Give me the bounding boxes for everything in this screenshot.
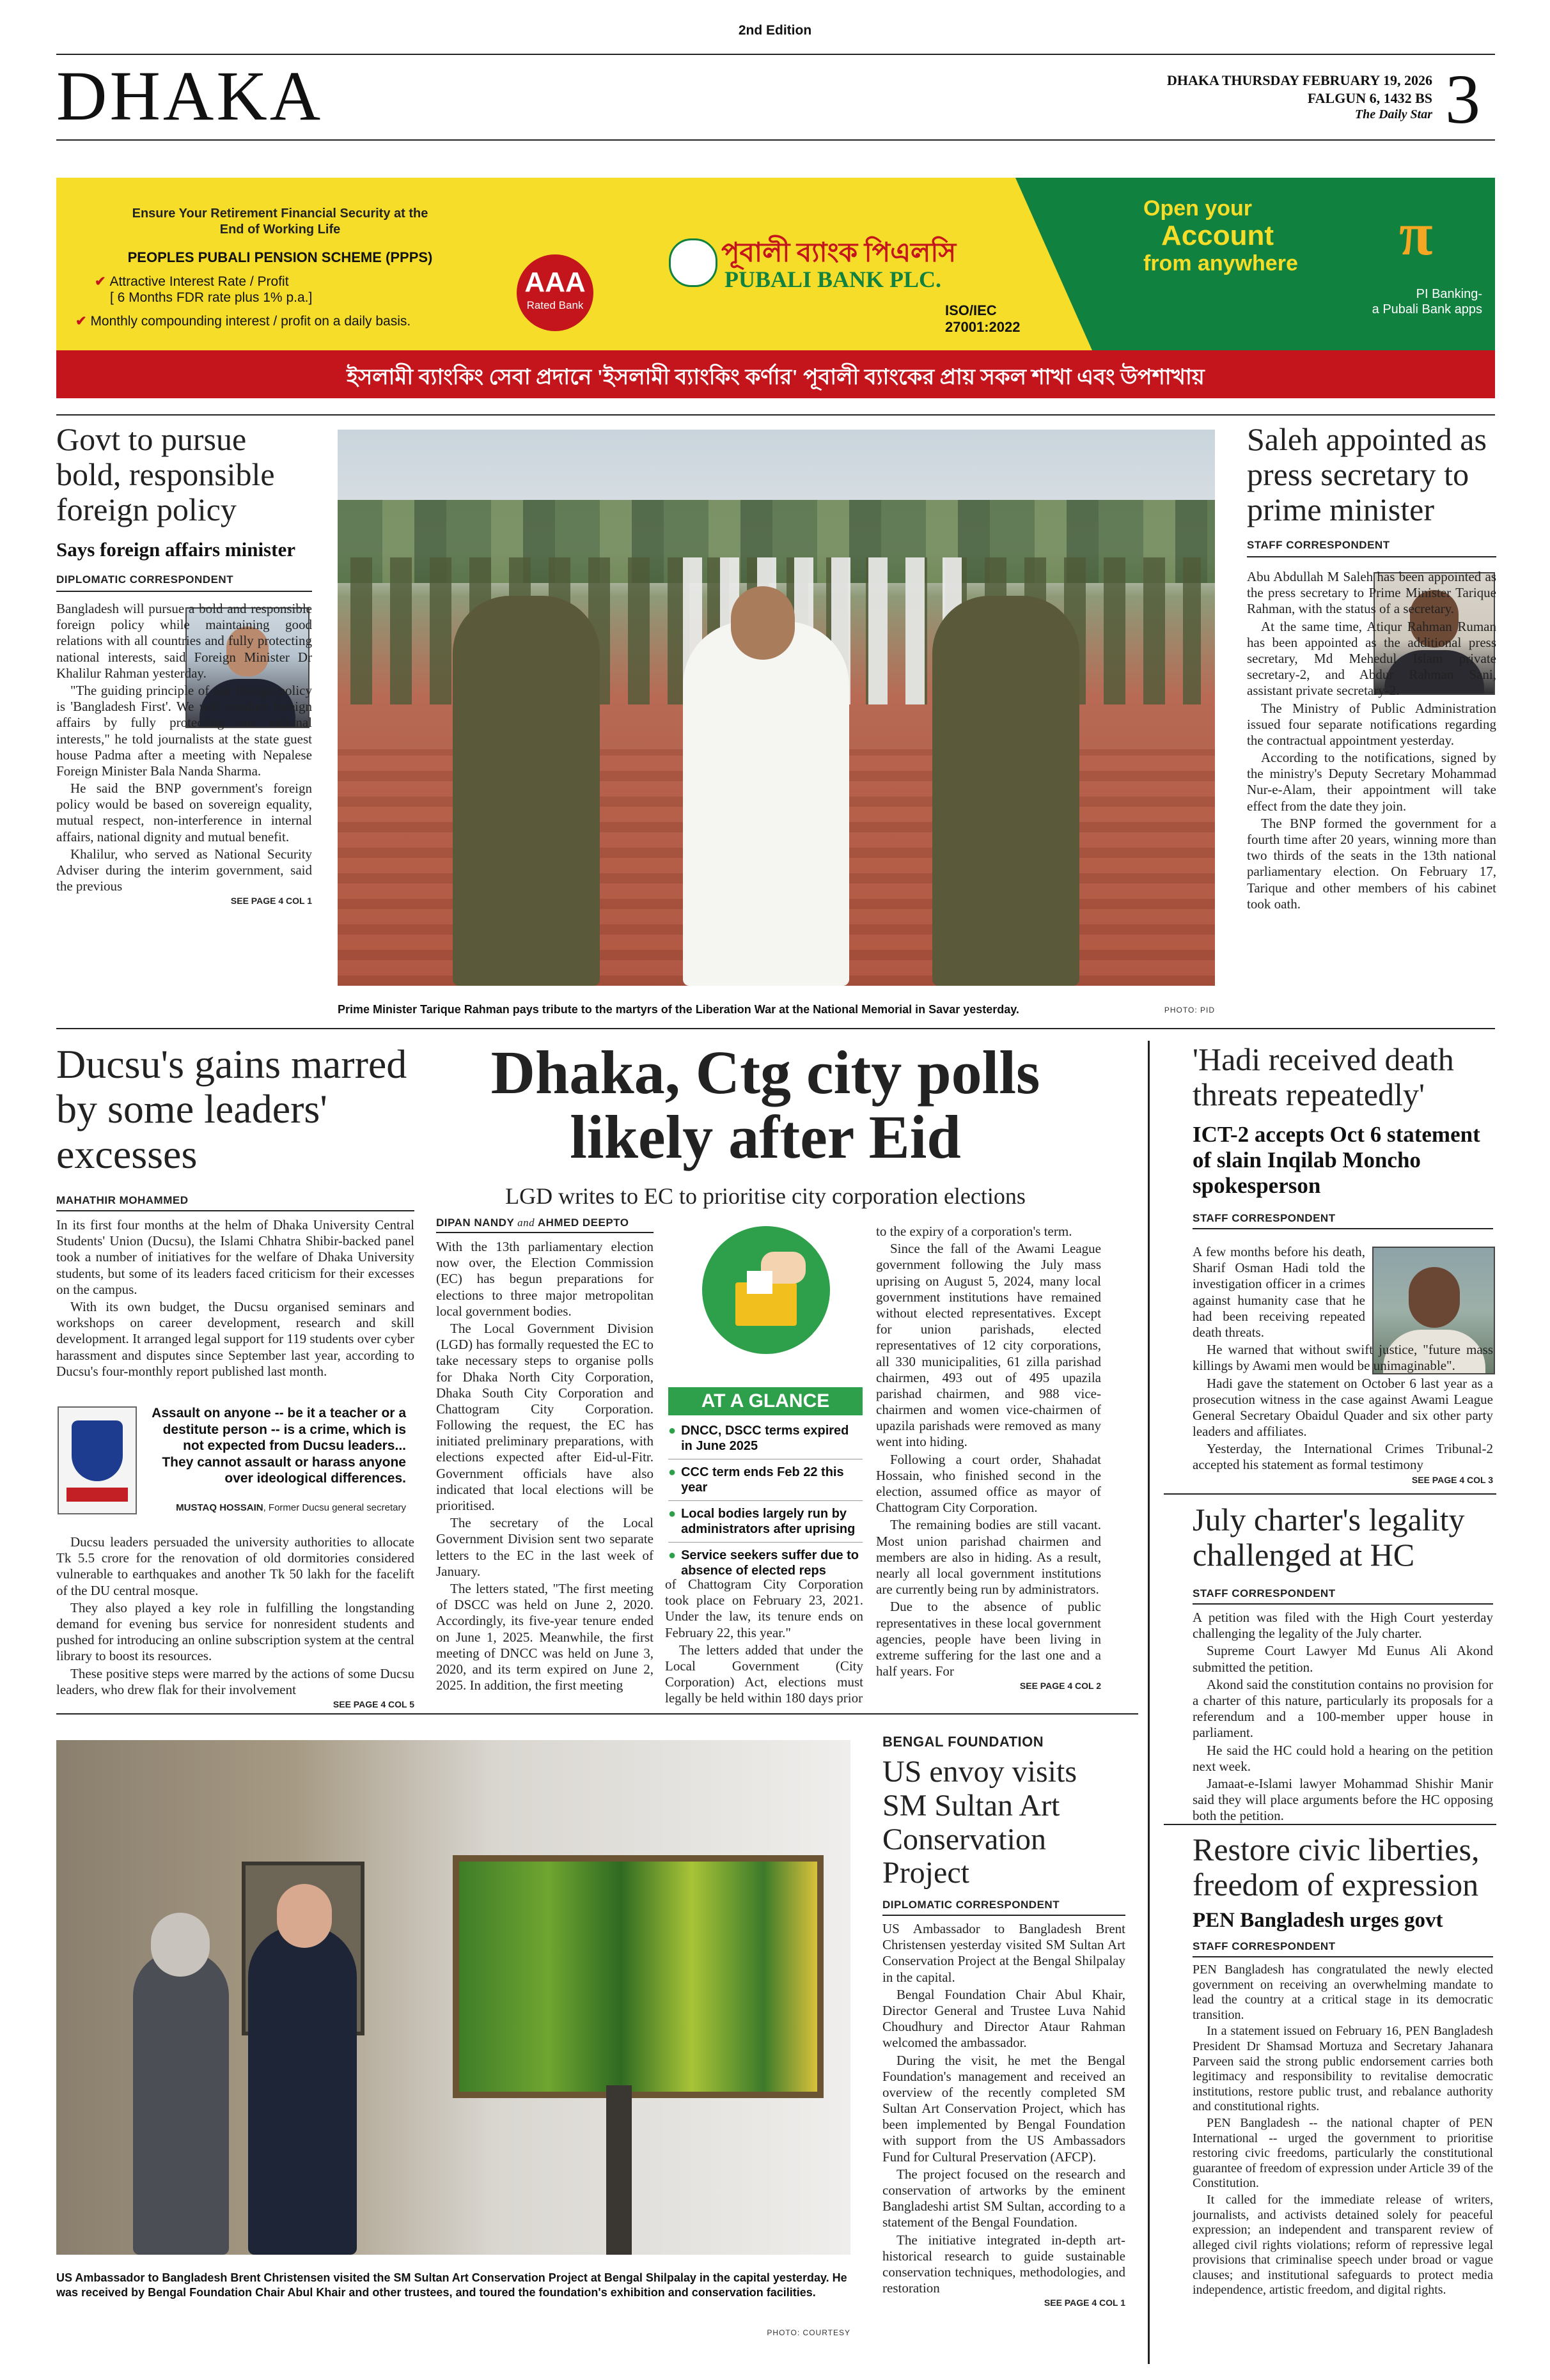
paper-name: The Daily Star: [1354, 107, 1432, 121]
saleh-p5: The BNP formed the government for a fourth time after 20 years, winning more than two thirds of the seats in the 13th national parliamentary election. On February 17, Tarique and other members of his cabinet took oath.: [1247, 815, 1496, 912]
dateline-bangla: FALGUN 6, 1432 BS: [1307, 89, 1432, 106]
ballot-box-icon: [702, 1226, 830, 1354]
polls-p4: The letters stated, "The first meeting of DSCC was held on June 2, 2020. Accordingly, its five-year tenure ended on June 1, 2025. Meanwhile, the first meeting of DNCC was held on June 3, 2020, and its term expired on June 2, 2025. In addition, the first meeting: [436, 1580, 654, 1693]
foreign-see-page[interactable]: SEE PAGE 4 COL 1: [230, 896, 312, 906]
prime-minister-head: [731, 586, 795, 660]
at-a-glance-title: AT A GLANCE: [668, 1387, 863, 1415]
charter-byline: STAFF CORRESPONDENT: [1193, 1587, 1336, 1599]
aaa-rating-value: AAA: [524, 267, 586, 298]
pen-p4: It called for the immediate release of writers, journalists, and activists detained solely for peaceful expression; an independent and transparent review of alleged civil rights violations; reform of repressive legal provisions that criminalise speech under broad or vague clauses; and institutional safeguards to protect media independence, artistic freedom, and digital rights.: [1193, 2192, 1493, 2298]
envoy-photo-credit: PHOTO: COURTESY: [767, 2328, 850, 2337]
check-circle-icon: ●: [668, 1548, 677, 1562]
byline-rule: [1193, 1228, 1493, 1229]
charter-p5: Jamaat-e-Islami lawyer Mohammad Shishir Manir said they will place arguments before the HC opposing both the petition.: [1193, 1775, 1493, 1824]
section-rule: [1164, 1493, 1496, 1495]
polls-c3p1: to the expiry of a corporation's term.: [876, 1224, 1072, 1239]
charter-p1: A petition was filed with the High Court yesterday challenging the legality of the July charter.: [1193, 1610, 1493, 1642]
pen-byline: STAFF CORRESPONDENT: [1193, 1940, 1336, 1952]
ad-bottom-rule: [56, 414, 1495, 416]
ballot-paper: [747, 1271, 772, 1294]
polls-byline: [436, 1217, 654, 1229]
hadi-subhead: ICT-2 accepts Oct 6 statement of slain Inqilab Moncho spokesperson: [1193, 1122, 1480, 1198]
byline-rule: [882, 1915, 1125, 1916]
polls-headline-line2: likely after Eid: [570, 1102, 961, 1171]
saleh-p1: Abu Abdullah M Saleh has been appointed as the press secretary to Prime Minister Tarique Rahman, with the status of a secretary.: [1247, 569, 1496, 617]
ducsu-p3: Ducsu leaders persuaded the university authorities to allocate Tk 5.5 crore for the renovation of old dormitories considered vulnerable to earthquakes and another Tk 50 lakh for the facelift of the DU central mosque.: [56, 1534, 414, 1598]
saleh-p3: The Ministry of Public Administration issued four separate notifications regarding the contractual appointment yesterday.: [1247, 700, 1496, 748]
polls-col3: [876, 1224, 1101, 1692]
byline-and: and: [514, 1217, 538, 1229]
pubali-bank-logo-icon: [669, 238, 717, 287]
ad-intro: Ensure Your Retirement Financial Security at the End of Working Life: [132, 206, 428, 237]
envoy-kicker: BENGAL FOUNDATION: [882, 1734, 1044, 1750]
hadi-p4: Yesterday, the International Crimes Tribunal-2 accepted his statement as formal testimony: [1193, 1441, 1493, 1473]
ducsu-p1: In its first four months at the helm of Dhaka University Central Students' Union (Ducsu), the Islami Chhatra Shibir-backed panel took a number of initiatives for the welfare of Dhaka University students, but some of its leaders faced criticism for their excesses on the campus.: [56, 1217, 414, 1297]
hadi-byline: STAFF CORRESPONDENT: [1193, 1212, 1336, 1224]
byline-rule: [56, 591, 312, 592]
foreign-policy-subhead: Says foreign affairs minister: [56, 538, 295, 561]
polls-c3p5: Due to the absence of public representatives in these local government agencies, people have been living in extreme suffering for the last one and a half years. For: [876, 1599, 1101, 1679]
ducsu-quote-attribution: [115, 1502, 406, 1513]
ad-bullet-1: ✔ Attractive Interest Rate / Profit [ 6 Months FDR rate plus 1% p.a.]: [95, 274, 313, 306]
check-icon: ✔: [95, 274, 110, 289]
polls-headline[interactable]: [430, 1038, 1101, 1171]
prime-minister-figure: [683, 621, 849, 986]
ducsu-p5: These positive steps were marred by the actions of some Ducsu leaders, who drew flak for their involvement: [56, 1665, 414, 1697]
polls-p6: The letters added that under the Local Government (City Corporation) Act, elections must legally be held within 180 days prior: [665, 1642, 863, 1706]
masthead-top-rule: [56, 54, 1495, 55]
polls-c3p2: Since the fall of the Awami League government following the July mass uprising on August 5, 2024, many local government institutions have remained without elected representatives. Except for union parishads, elected representatives of 12 city corporations, all 330 municipalities, 61 zilla parishad chairmen, 493 out of 495 upazila parishad chairmen, and 988 vice-chairmen and women vice-chairmen of upazila parishads were removed as many went into hiding.: [876, 1241, 1101, 1450]
ducsu-p2: With its own budget, the Ducsu organised seminars and workshops on career development, research and skill development. It arranged legal support for 119 students over cyber harassment and disputes since September last year, according to Ducsu's four-monthly report published last month.: [56, 1298, 414, 1379]
polls-col1: [436, 1239, 654, 1695]
charter-p3: Akond said the constitution contains no provision for a charter of this nature, particularly its proposals for a referendum and a 100-member upper house in parliament.: [1193, 1676, 1493, 1741]
pubali-ad[interactable]: [56, 178, 1495, 398]
saleh-headline[interactable]: Saleh appointed as press secretary to prime minister: [1247, 421, 1487, 527]
ducsu-p4: They also played a key role in fulfilling the longstanding demand for evening bus service for nonresident students and pushed for introducing an online subscription system at the central library to boost its resources.: [56, 1599, 414, 1664]
pen-subhead: PEN Bangladesh urges govt: [1193, 1909, 1443, 1932]
visitor-elder-head: [151, 1913, 210, 1977]
hadi-p3: Hadi gave the statement on October 6 last year as a prosecution witness in the case against Awami League General Secretary Obaidul Quader and six other party leaders and affiliates.: [1193, 1375, 1493, 1440]
charter-headline[interactable]: July charter's legality challenged at HC: [1193, 1502, 1465, 1573]
main-photo-credit: PHOTO: PID: [1164, 1006, 1215, 1015]
hadi-headline[interactable]: 'Hadi received death threats repeatedly': [1193, 1041, 1454, 1112]
check-icon: ✔: [75, 314, 91, 329]
soldier-left: [453, 596, 600, 986]
iso-cert: [945, 302, 1020, 336]
envoy-byline: DIPLOMATIC CORRESPONDENT: [882, 1899, 1060, 1911]
glance-item: ● CCC term ends Feb 22 this year: [668, 1459, 863, 1501]
bank-name-bangla: পূবালী ব্যাংক পিএলসি: [721, 238, 957, 268]
polls-p2: The Local Government Division (LGD) has formally requested the EC to take necessary steps to organise polls for Dhaka North City Corporation, Dhaka South City Corporation and Chattogram City Corporation. Following the request, the EC has initiated preliminary preparations, with elections expected after Eid-ul-Fitr. Government officials have also indicated that local elections will be prioritised.: [436, 1320, 654, 1513]
pen-p3: PEN Bangladesh -- the national chapter of PEN International -- urged the government to prioritise restoring civic freedoms, particularly the constitutional guarantee of freedom of expression under Article 39 of the Constitution.: [1193, 2115, 1493, 2191]
pi-banking-text: [1335, 286, 1482, 317]
easel-base: [606, 2085, 632, 2255]
byline-rule: [56, 1210, 414, 1211]
quote-title: , Former Ducsu general secretary: [263, 1502, 406, 1513]
pen-p2: In a statement issued on February 16, PEN Bangladesh President Dr Shamsad Mortuza and Secretary Jahanara Parveen said the strong public endorsement carries both legitimacy and responsibility to revitalise democratic institutions, restore public trust, and rebalance authority and constitutional rights.: [1193, 2024, 1493, 2114]
dateline: [1087, 72, 1432, 123]
national-memorial-photo: [338, 430, 1215, 986]
du-shield: [72, 1420, 123, 1481]
charter-body: [1193, 1610, 1493, 1825]
polls-c3p4: The remaining bodies are still vacant. Most union parishad chairmen and members are also in hiding. As a result, nearly all local government institutions are currently being run by administrators.: [876, 1517, 1101, 1598]
at-a-glance-list: [668, 1420, 863, 1578]
iso-number: 27001:2022: [945, 319, 1021, 336]
glance-item: ● Local bodies largely run by administrators after uprising: [668, 1501, 863, 1543]
ducsu-byline: MAHATHIR MOHAMMED: [56, 1194, 189, 1206]
polls-col2-bottom: [665, 1576, 863, 1708]
bottom-section-rule: [56, 1713, 1138, 1715]
byline-rule: [1193, 1956, 1493, 1957]
byline-rule: [1193, 1603, 1493, 1605]
ad-islamic-banking-line: ইসলামী ব্যাংকিং সেবা প্রদানে 'ইসলামী ব্যাংকিং কর্ণার' পূবালী ব্যাংকের প্রায় সকল শাখা এবং উপশাখায়: [347, 366, 1205, 389]
pi-banking-logo-icon: π: [1399, 199, 1433, 268]
foreign-policy-byline: DIPLOMATIC CORRESPONDENT: [56, 573, 234, 586]
edition-label: 2nd Edition: [738, 23, 812, 38]
glance-item: ● DNCC, DSCC terms expired in June 2025: [668, 1420, 863, 1459]
iso-label: ISO/IEC: [945, 302, 997, 318]
pen-p1: PEN Bangladesh has congratulated the newly elected government on receiving an overwhelming mandate to lead the country at a critical stage in its democratic transition.: [1193, 1963, 1493, 2022]
byline-rule: [436, 1232, 654, 1233]
ducsu-body-top: [56, 1217, 414, 1381]
soldier-right: [932, 596, 1079, 986]
envoy-p3: During the visit, he met the Bengal Foundation's management and received an overview of the recently completed SM Sultan Art Conservation Project, which has been implemented by Bengal Foundation with support from the US Ambassadors Fund for Cultural Preservation (AFCP).: [882, 2052, 1125, 2165]
hadi-p1: A few months before his death, Sharif Osman Hadi told the investigation officer in a crimes against humanity case that he had been receiving repeated death threats.: [1193, 1244, 1365, 1340]
saleh-body: [1247, 569, 1496, 914]
pen-body: [1193, 1963, 1493, 2299]
ducsu-body-bottom: [56, 1534, 414, 1710]
pi-banking-line2: a Pubali Bank apps: [1372, 302, 1482, 316]
envoy-p4: The project focused on the research and conservation of artworks by the eminent Bangladeshi artist SM Sultan, according to a statement of the Bengal Foundation.: [882, 2166, 1125, 2230]
glance-item: ● Service seekers suffer due to absence of elected reps: [668, 1548, 859, 1578]
mid-rule: [56, 1028, 1495, 1029]
page-number: 3: [1445, 60, 1480, 138]
polls-headline-line1: Dhaka, Ctg city polls: [490, 1038, 1040, 1107]
section-rule: [1164, 1824, 1496, 1825]
foreign-p2: "The guiding principle of our foreign policy is 'Bangladesh First'. We will conduct foreign affairs by fully protecting our national interests," he told journalists at the state guest house Padma after a meeting with Nepalese Foreign Minister Bala Nanda Sharma.: [56, 682, 312, 779]
hadi-body: [1193, 1244, 1493, 1485]
check-circle-icon: ●: [668, 1424, 677, 1438]
polls-see-page[interactable]: SEE PAGE 4 COL 2: [1019, 1681, 1101, 1692]
column-divider: [1148, 1041, 1150, 2364]
byline-author-2: AHMED DEEPTO: [537, 1217, 629, 1229]
foreign-p1: Bangladesh will pursue a bold and responsible foreign policy while maintaining good relations with all countries and fully protecting national interests, said Foreign Minister Dr Khalilur Rahman yesterday.: [56, 601, 312, 681]
foreign-policy-headline[interactable]: Govt to pursue bold, responsible foreign policy: [56, 421, 275, 527]
ad-scheme: PEOPLES PUBALI PENSION SCHEME (PPPS): [127, 249, 433, 265]
ambassador-head: [277, 1884, 332, 1948]
envoy-p5: The initiative integrated in-depth art-historical research to guide sustainable conservation techniques, methodologies, and restoration: [882, 2232, 1125, 2296]
foreign-p4: Khalilur, who served as National Security Adviser during the interim government, said the previous: [56, 846, 312, 894]
envoy-p1: US Ambassador to Bangladesh Brent Christensen yesterday visited SM Sultan Art Conservation Project at the Bengal Shilpalay in the capital.: [882, 1921, 1125, 1985]
ad-bullet-2: ✔ Monthly compounding interest / profit on a daily basis.: [75, 314, 411, 329]
polls-p1: With the 13th parliamentary election now over, the Election Commission (EC) has begun preparations for elections to three major metropolitan local government bodies.: [436, 1239, 654, 1319]
ambassador-figure: [248, 1925, 357, 2255]
charter-p4: He said the HC could hold a hearing on the petition next week.: [1193, 1742, 1493, 1774]
ad-open-line1: Open your: [1143, 196, 1253, 221]
envoy-headline[interactable]: US envoy visits SM Sultan Art Conservation Project: [882, 1755, 1077, 1890]
sultan-painting: [453, 1855, 824, 2098]
hadi-see-page[interactable]: SEE PAGE 4 COL 3: [1411, 1474, 1493, 1485]
art-conservation-photo: [56, 1740, 850, 2255]
dhaka-university-logo-icon: [58, 1406, 137, 1514]
envoy-see-page[interactable]: SEE PAGE 4 COL 1: [1044, 2298, 1125, 2308]
ad-open-line3: from anywhere: [1143, 251, 1298, 276]
main-photo-caption: Prime Minister Tarique Rahman pays tribute to the martyrs of the Liberation War at the National Memorial in Savar yesterday.: [338, 1003, 1019, 1016]
foreign-policy-body: [56, 601, 312, 906]
ad-open-line2: Account: [1161, 220, 1274, 252]
quote-name: MUSTAQ HOSSAIN: [176, 1502, 263, 1513]
ad-green-wedge: [1015, 178, 1092, 350]
masthead-bottom-rule: [56, 139, 1495, 141]
du-ribbon: [67, 1488, 128, 1502]
ad-open-account: [1143, 197, 1298, 276]
polls-c3p3: Following a court order, Shahadat Hossain, who finished second in the election, assumed office as mayor of Chattogram City Corporation.: [876, 1451, 1101, 1516]
ducsu-pull-quote: Assault on anyone -- be it a teacher or a destitute person -- is a crime, which is not expected from Ducsu leaders... They cannot assault or harass anyone over ideological differences.: [152, 1406, 406, 1486]
envoy-body: [882, 1921, 1125, 2308]
hadi-p2: He warned that without swift justice, "future mass killings by Awami men would be unimaginable".: [1193, 1342, 1493, 1374]
polls-p5: of Chattogram City Corporation took place on February 23, 2021. Under the law, its tenure ends on February 22, this year.": [665, 1576, 863, 1640]
check-circle-icon: ●: [668, 1507, 677, 1521]
saleh-p2: At the same time, Atiqur Rahman Ruman has been appointed as the additional press secretary, Md Mehedul Islam private secretary-2, and Abdur Rahman Sani, assistant private secretary-2.: [1247, 618, 1496, 699]
aaa-rating-badge: [517, 254, 593, 331]
bank-name-english: PUBALI BANK PLC.: [724, 267, 942, 292]
check-circle-icon: ●: [668, 1465, 677, 1479]
ducsu-see-page[interactable]: SEE PAGE 4 COL 5: [333, 1699, 414, 1709]
ducsu-headline[interactable]: Ducsu's gains marred by some leaders' excesses: [56, 1041, 407, 1177]
section-title: DHAKA: [56, 57, 324, 135]
pi-banking-line1: PI Banking-: [1416, 287, 1482, 301]
pen-headline[interactable]: Restore civic liberties, freedom of expression: [1193, 1832, 1480, 1902]
dateline-date: DHAKA THURSDAY FEBRUARY 19, 2026: [1166, 72, 1432, 88]
polls-deck: LGD writes to EC to prioritise city corporation elections: [505, 1183, 1026, 1209]
visitor-elder: [133, 1951, 229, 2255]
envoy-p2: Bengal Foundation Chair Abul Khair, Director General and Trustee Luva Nahid Choudhury and Director Ataur Rahman welcomed the ambassador.: [882, 1986, 1125, 2051]
saleh-p4: According to the notifications, signed by the ministry's Deputy Secretary Mohammad Nur-e-Alam, their appointment will take effect from the date they join.: [1247, 750, 1496, 814]
charter-p2: Supreme Court Lawyer Md Eunus Ali Akond submitted the petition.: [1193, 1643, 1493, 1675]
foreign-p3: He said the BNP government's foreign policy would be based on sovereign equality, mutual respect, non-interference in internal affairs, national dignity and mutual benefit.: [56, 781, 312, 844]
aaa-rating-label: Rated Bank: [526, 299, 584, 311]
saleh-byline: STAFF CORRESPONDENT: [1247, 539, 1390, 551]
polls-p3: The secretary of the Local Government Division sent two separate letters to the EC in the last week of January.: [436, 1515, 654, 1579]
byline-author-1: DIPAN NANDY: [436, 1217, 515, 1229]
envoy-photo-caption: US Ambassador to Bangladesh Brent Christensen visited the SM Sultan Art Conservation Project at Bengal Shilpalay in the capital yesterday. He was received by Bengal Foundation Chair Abul Khair and other trustees, and toured the foundation's exhibition and conservation facilities.: [56, 2271, 847, 2299]
byline-rule: [1247, 556, 1496, 557]
